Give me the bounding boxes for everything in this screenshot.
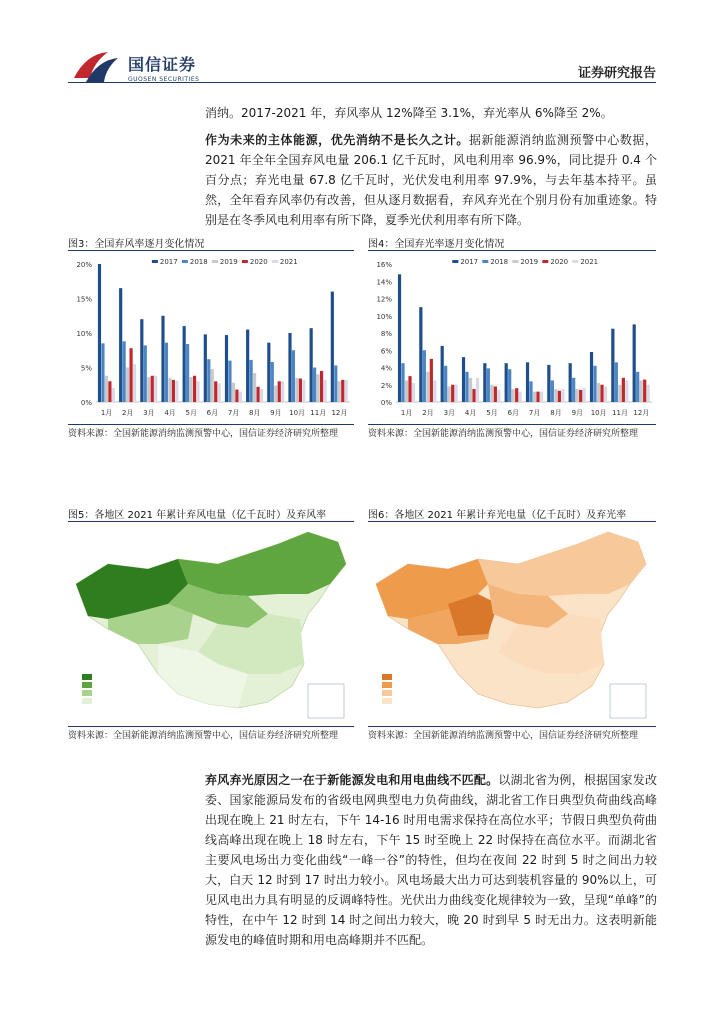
fig3-xtick: 2月 xyxy=(122,409,134,417)
fig4-bar xyxy=(497,390,500,402)
fig3-legend-label: 2021 xyxy=(279,258,298,266)
logo-cn-text: 国信证券 xyxy=(128,54,197,74)
fig3-xtick: 3月 xyxy=(143,409,155,417)
fig3-bar xyxy=(323,380,326,402)
fig3-bar xyxy=(101,343,104,402)
fig3-ytick: 15% xyxy=(76,295,92,304)
fig4-bar xyxy=(551,380,554,402)
fig4-ytick: 8% xyxy=(380,330,392,338)
fig4-xtick: 9月 xyxy=(571,409,584,417)
fig3-bar xyxy=(172,380,175,402)
fig4-ytick: 14% xyxy=(376,278,392,287)
paragraph-2-text: 据新能源消纳监测预警中心数据，2021 年全年全国弃风电量 206.1 亿千瓦时，风电利用率 96.9%，同比提升 0.4 个百分点；弃光电量 67.8 亿千瓦时，光伏发电利用率 97.9%，与去年基本持平。虽然，全年看弃风率仍有改善，但从逐月数据看，弃风弃光在个别月份有加重迹象。特别是在冬季风电利用率有所下降，夏季光伏利用率有所下降。 xyxy=(205,133,657,227)
paragraph-3-lead: 弃风弃光原因之一在于新能源发电和用电曲线不匹配。 xyxy=(205,773,499,787)
fig3-bar xyxy=(193,376,196,402)
fig4-bar xyxy=(476,378,479,402)
fig5-title: 图5：各地区 2021 年累计弃风电量（亿千瓦时）及弃风率 xyxy=(68,510,327,521)
fig4-xtick: 2月 xyxy=(422,409,434,417)
fig4-xtick: 8月 xyxy=(550,409,562,417)
fig4-xtick: 10月 xyxy=(590,409,607,417)
fig4-bar xyxy=(508,369,511,402)
fig3-legend-swatch xyxy=(152,260,158,263)
fig4-bar xyxy=(423,350,426,402)
fig3-bar xyxy=(144,345,147,402)
fig3-bar xyxy=(196,381,199,402)
fig4-ytick: 12% xyxy=(376,295,392,304)
fig6-solar-curtailment-map xyxy=(368,524,656,724)
fig3-xtick: 12月 xyxy=(331,409,348,417)
fig3-xtick: 9月 xyxy=(270,409,282,417)
fig3-xtick: 5月 xyxy=(185,409,197,417)
fig3-legend-swatch xyxy=(212,260,218,263)
fig4-legend-swatch xyxy=(512,260,518,263)
fig3-bar xyxy=(207,359,210,402)
fig3-bar xyxy=(154,376,157,402)
fig4-bar xyxy=(519,392,522,402)
fig4-bar xyxy=(529,381,532,402)
fig3-bar xyxy=(204,334,207,402)
fig4-bar xyxy=(636,372,639,402)
fig6-title: 图6：各地区 2021 年累计弃光电量（亿千瓦时）及弃光率 xyxy=(368,510,627,521)
fig4-ytick: 10% xyxy=(376,312,392,321)
fig4-bar xyxy=(561,389,564,402)
fig3-xtick: 8月 xyxy=(249,409,261,417)
fig4-bar xyxy=(618,385,621,402)
fig4-bar xyxy=(490,385,493,402)
fig3-bar xyxy=(161,316,164,402)
fig3-bar xyxy=(338,381,341,402)
paragraph-3 xyxy=(205,770,657,950)
fig3-bottom-rule xyxy=(68,424,354,425)
fig4-xtick: 7月 xyxy=(528,409,541,417)
fig3-bar xyxy=(232,383,235,402)
fig4-bar xyxy=(536,392,539,402)
fig4-ytick: 4% xyxy=(380,364,392,373)
fig3-bar xyxy=(274,385,277,402)
fig4-bar xyxy=(572,378,575,402)
fig3-source: 资料来源：全国新能源消纳监测预警中心，国信证券经济研究所整理 xyxy=(68,429,339,439)
fig4-bar xyxy=(487,368,490,402)
fig3-rule xyxy=(68,250,354,251)
report-type: 证券研究报告 xyxy=(577,66,656,81)
fig3-bar xyxy=(278,381,281,402)
fig3-bar xyxy=(260,389,263,402)
fig6-bottom-rule xyxy=(368,726,656,727)
fig3-bar xyxy=(98,264,101,402)
fig4-bar xyxy=(558,391,561,402)
fig3-bar xyxy=(331,292,334,402)
fig3-bar xyxy=(105,376,108,402)
fig3-bar xyxy=(271,362,274,402)
fig4-bar xyxy=(579,390,582,402)
fig4-bar xyxy=(633,324,636,402)
fig4-bar xyxy=(505,363,508,402)
guosen-logo xyxy=(72,48,199,86)
fig4-bar xyxy=(441,346,444,402)
fig4-bar xyxy=(583,388,586,402)
fig3-bar xyxy=(112,388,115,402)
fig3-bar xyxy=(108,381,111,402)
page-header xyxy=(0,0,724,90)
fig4-bar xyxy=(622,378,625,402)
fig4-bar xyxy=(640,380,643,402)
fig3-bar xyxy=(239,392,242,402)
fig3-bar xyxy=(225,335,228,402)
fig3-bar xyxy=(267,343,270,402)
fig4-bar xyxy=(398,274,401,402)
fig3-xtick: 10月 xyxy=(289,409,306,417)
fig3-bar xyxy=(313,368,316,403)
fig3-bar xyxy=(165,343,168,402)
fig4-bar xyxy=(483,363,486,402)
fig3-bar xyxy=(299,379,302,402)
fig3-bar xyxy=(292,350,295,402)
fig3-bar xyxy=(151,376,154,402)
fig3-bar xyxy=(228,361,231,402)
fig3-ytick: 0% xyxy=(80,399,92,407)
fig4-xtick: 12月 xyxy=(633,409,650,417)
fig4-title: 图4：全国弃光率逐月变化情况 xyxy=(368,239,505,250)
fig3-bar xyxy=(140,319,143,402)
fig3-bar xyxy=(214,381,217,402)
fig3-bar xyxy=(310,328,313,402)
fig3-bar xyxy=(175,381,178,402)
fig3-bar xyxy=(211,369,214,402)
fig3-xtick: 11月 xyxy=(310,409,327,417)
fig3-legend-label: 2018 xyxy=(189,258,208,266)
logo-en-text: GUOSEN SECURITIES xyxy=(128,75,200,83)
fig3-legend-swatch xyxy=(242,260,248,263)
fig3-xtick: 1月 xyxy=(100,409,113,417)
paragraph-2-lead: 作为未来的主体能源，优先消纳不是长久之计。 xyxy=(205,133,469,147)
fig3-bar xyxy=(168,378,171,402)
fig3-legend-label: 2017 xyxy=(159,258,178,266)
fig3-legend-swatch xyxy=(272,260,278,263)
fig4-bar xyxy=(554,389,557,402)
fig3-chart xyxy=(68,254,354,424)
fig3-bar xyxy=(123,341,126,402)
fig6-source: 资料来源：全国新能源消纳监测预警中心，国信证券经济研究所整理 xyxy=(368,731,639,741)
fig6-rule xyxy=(368,521,656,522)
fig4-xtick: 11月 xyxy=(612,409,628,417)
fig4-chart xyxy=(368,254,656,424)
fig4-bar xyxy=(515,388,518,402)
fig4-bar xyxy=(433,380,436,402)
fig3-bar xyxy=(253,373,256,402)
fig4-bar xyxy=(462,357,465,402)
fig4-legend-swatch xyxy=(572,260,578,263)
fig4-bar xyxy=(448,386,451,402)
fig4-legend-swatch xyxy=(452,260,458,263)
fig4-bar xyxy=(444,366,447,402)
fig3-xtick: 6月 xyxy=(206,409,219,417)
fig4-bar xyxy=(465,372,468,402)
fig4-bar xyxy=(576,389,579,402)
fig3-ytick: 10% xyxy=(76,330,92,338)
fig4-xtick: 4月 xyxy=(464,409,477,417)
fig3-bar xyxy=(235,390,238,402)
fig3-bar xyxy=(256,387,259,402)
fig4-bar xyxy=(533,392,536,402)
fig4-bar xyxy=(615,362,618,402)
fig4-legend-swatch xyxy=(542,260,548,263)
fig4-bar xyxy=(547,365,550,402)
fig4-bar xyxy=(597,383,600,402)
fig4-bar xyxy=(643,380,646,402)
fig3-bar xyxy=(317,374,320,402)
fig3-ytick: 5% xyxy=(80,364,92,373)
fig4-legend-label: 2020 xyxy=(550,258,569,266)
fig4-xtick: 1月 xyxy=(400,409,413,417)
fig3-bar xyxy=(119,288,122,402)
fig5-rule xyxy=(68,521,354,522)
fig4-ytick: 2% xyxy=(380,381,392,390)
fig5-wind-curtailment-map xyxy=(68,524,354,724)
paragraph-1: 消纳。2017-2021 年，弃风率从 12%降至 3.1%，弃光率从 6%降至 2%。 xyxy=(205,106,613,120)
fig3-bar xyxy=(295,378,298,402)
fig3-bar xyxy=(147,377,150,402)
fig4-bar xyxy=(472,389,475,402)
fig3-bar xyxy=(345,380,348,402)
fig3-bar xyxy=(126,368,129,403)
logo-mark-icon xyxy=(72,48,120,86)
fig5-source: 资料来源：全国新能源消纳监测预警中心，国信证券经济研究所整理 xyxy=(68,731,339,741)
fig3-bar xyxy=(190,377,193,402)
fig4-bar xyxy=(569,363,572,402)
fig4-bar xyxy=(526,362,529,402)
fig3-bar xyxy=(250,360,253,402)
fig4-bar xyxy=(494,386,497,402)
fig4-legend-label: 2018 xyxy=(490,258,509,266)
fig4-bar xyxy=(600,385,603,402)
fig4-legend-label: 2021 xyxy=(580,258,599,266)
fig4-bar xyxy=(469,378,472,402)
fig5-bottom-rule xyxy=(68,726,354,727)
fig4-legend-swatch xyxy=(482,260,488,263)
fig4-bar xyxy=(455,385,458,402)
fig4-bar xyxy=(604,386,607,402)
fig4-bar xyxy=(647,385,650,402)
paragraph-2 xyxy=(205,130,657,230)
fig4-bar xyxy=(426,372,429,402)
fig3-xtick: 4月 xyxy=(164,409,176,417)
fig3-bar xyxy=(288,333,291,402)
fig4-bar xyxy=(401,363,404,402)
fig4-legend-label: 2017 xyxy=(460,258,479,266)
fig4-bar xyxy=(419,307,422,402)
fig4-bar xyxy=(590,352,593,402)
fig4-legend-label: 2019 xyxy=(520,258,539,266)
fig3-bar xyxy=(334,365,337,402)
fig3-legend-swatch xyxy=(182,260,188,263)
fig4-bar xyxy=(412,383,415,402)
fig4-xtick: 3月 xyxy=(443,409,456,417)
fig3-bar xyxy=(320,371,323,402)
fig3-bar xyxy=(133,364,136,402)
fig4-rule xyxy=(368,250,656,251)
fig3-bar xyxy=(129,348,132,402)
fig3-bar xyxy=(183,326,186,402)
fig3-ytick: 20% xyxy=(76,261,92,269)
fig4-ytick: 0% xyxy=(380,399,392,407)
fig3-bar xyxy=(281,381,284,402)
fig3-bar xyxy=(341,380,344,402)
fig3-legend-label: 2019 xyxy=(219,258,238,266)
fig4-xtick: 5月 xyxy=(486,409,498,417)
fig4-bar xyxy=(593,366,596,402)
fig3-bar xyxy=(218,383,221,402)
fig4-bottom-rule xyxy=(368,424,656,425)
fig4-bar xyxy=(408,376,411,402)
fig3-bar xyxy=(186,344,189,402)
fig3-legend-label: 2020 xyxy=(249,258,268,266)
fig3-bar xyxy=(246,330,249,402)
fig4-bar xyxy=(540,392,543,402)
fig4-bar xyxy=(611,329,614,402)
fig4-xtick: 6月 xyxy=(507,409,520,417)
fig4-bar xyxy=(405,380,408,402)
fig4-source: 资料来源：全国新能源消纳监测预警中心，国信证券经济研究所整理 xyxy=(368,429,639,439)
paragraph-3-text: 以湖北省为例，根据国家发改委、国家能源局发布的省级电网典型电力负荷曲线，湖北省工作日典型负荷曲线高峰出现在晚上 21 时左右，下午 14-16 时用电需求保持在高位水平；节假日典型负荷曲线高峰出现在晚上 18 时左右，下午 15 时至晚上 22 时保持在高位水平。而湖北省主要风电场出力变化曲线“一峰一谷”的特性，但均在夜间 22 时到 5 时之间出力较大，白天 12 时到 17 时出力较小。风电场最大出力可达到装机容量的 90%以上，可见风电出力具有明显的反调峰特性。光伏出力曲线变化规律较为一致，呈现“单峰”的特性，在中午 12 时到 14 时之间出力较大，晚 20 时到早 5 时无出力。这表明新能源发电的峰值时期和用电高峰期并不匹配。 xyxy=(205,773,657,947)
fig4-ytick: 16% xyxy=(376,261,392,269)
fig4-bar xyxy=(430,359,433,402)
fig4-bar xyxy=(451,385,454,402)
header-divider xyxy=(68,82,656,83)
fig3-xtick: 7月 xyxy=(227,409,240,417)
fig3-title: 图3：全国弃风率逐月变化情况 xyxy=(68,239,205,250)
fig3-bar xyxy=(302,380,305,402)
fig4-bar xyxy=(512,389,515,402)
fig4-bar xyxy=(625,380,628,402)
fig4-ytick: 6% xyxy=(380,347,392,356)
